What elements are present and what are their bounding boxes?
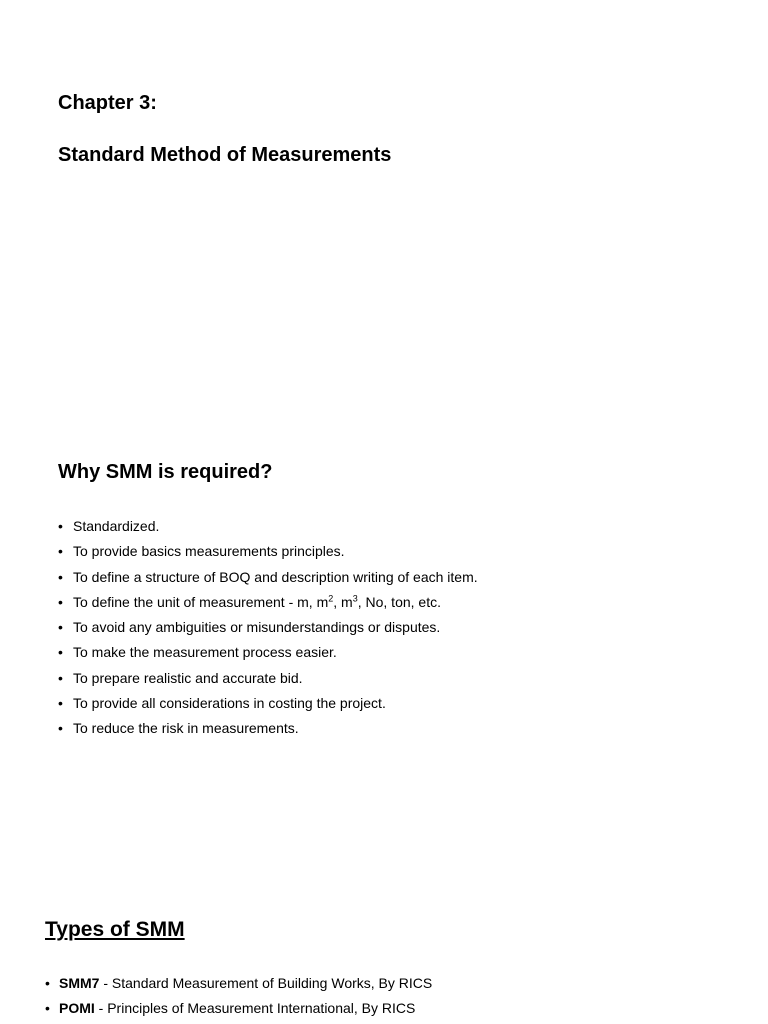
why-smm-list xyxy=(58,514,478,742)
types-of-smm-list xyxy=(45,971,432,1021)
unit-text-end: , No, ton, etc. xyxy=(357,593,441,610)
bullet-icon: • xyxy=(58,695,63,712)
list-item-text: To provide all considerations in costing the project. xyxy=(73,695,386,712)
list-item xyxy=(58,691,478,716)
types-of-smm-heading: Types of SMM xyxy=(45,918,185,941)
smm-abbreviation: POMI xyxy=(59,1000,95,1016)
chapter-title: Standard Method of Measurements xyxy=(58,144,392,166)
unit-text-middle: , m xyxy=(333,593,353,610)
superscript-two: 2 xyxy=(328,593,334,604)
list-item xyxy=(58,590,478,615)
why-smm-heading: Why SMM is required? xyxy=(58,461,273,483)
list-item-text: To avoid any ambiguities or misunderstandings or disputes. xyxy=(73,619,441,636)
bullet-icon: • xyxy=(58,644,63,661)
bullet-icon: • xyxy=(58,543,63,560)
list-item-text: To provide basics measurements principles. xyxy=(73,543,345,560)
smm-abbreviation: SMM7 xyxy=(59,975,100,991)
chapter-label: Chapter 3: xyxy=(58,92,157,114)
list-item xyxy=(58,539,478,564)
bullet-icon: • xyxy=(58,518,63,534)
bullet-icon: • xyxy=(58,593,63,610)
list-item-text: To reduce the risk in measurements. xyxy=(73,720,299,737)
bullet-icon: • xyxy=(45,1000,50,1016)
smm-description: - Standard Measurement of Building Works, By RICS xyxy=(99,975,433,991)
list-item xyxy=(58,514,478,539)
list-item-text: Standardized. xyxy=(73,518,160,534)
list-item xyxy=(58,565,478,590)
superscript-three: 3 xyxy=(352,593,358,604)
bullet-icon: • xyxy=(58,568,63,585)
list-item-text: To prepare realistic and accurate bid. xyxy=(73,669,303,686)
list-item xyxy=(58,666,478,691)
list-item xyxy=(58,615,478,640)
bullet-icon: • xyxy=(45,975,50,991)
list-item-text: To define a structure of BOQ and description writing of each item. xyxy=(73,568,478,585)
list-item-text xyxy=(73,594,441,610)
bullet-icon: • xyxy=(58,669,63,686)
smm-description: - Principles of Measurement International, By RICS xyxy=(94,1000,416,1016)
list-item xyxy=(58,640,478,665)
bullet-icon: • xyxy=(58,720,63,737)
list-item xyxy=(58,716,478,741)
bullet-icon: • xyxy=(58,619,63,636)
unit-text-start: To define the unit of measurement - m, m xyxy=(73,593,329,610)
list-item xyxy=(45,971,432,996)
list-item-text: To make the measurement process easier. xyxy=(73,644,337,661)
list-item xyxy=(45,996,432,1021)
